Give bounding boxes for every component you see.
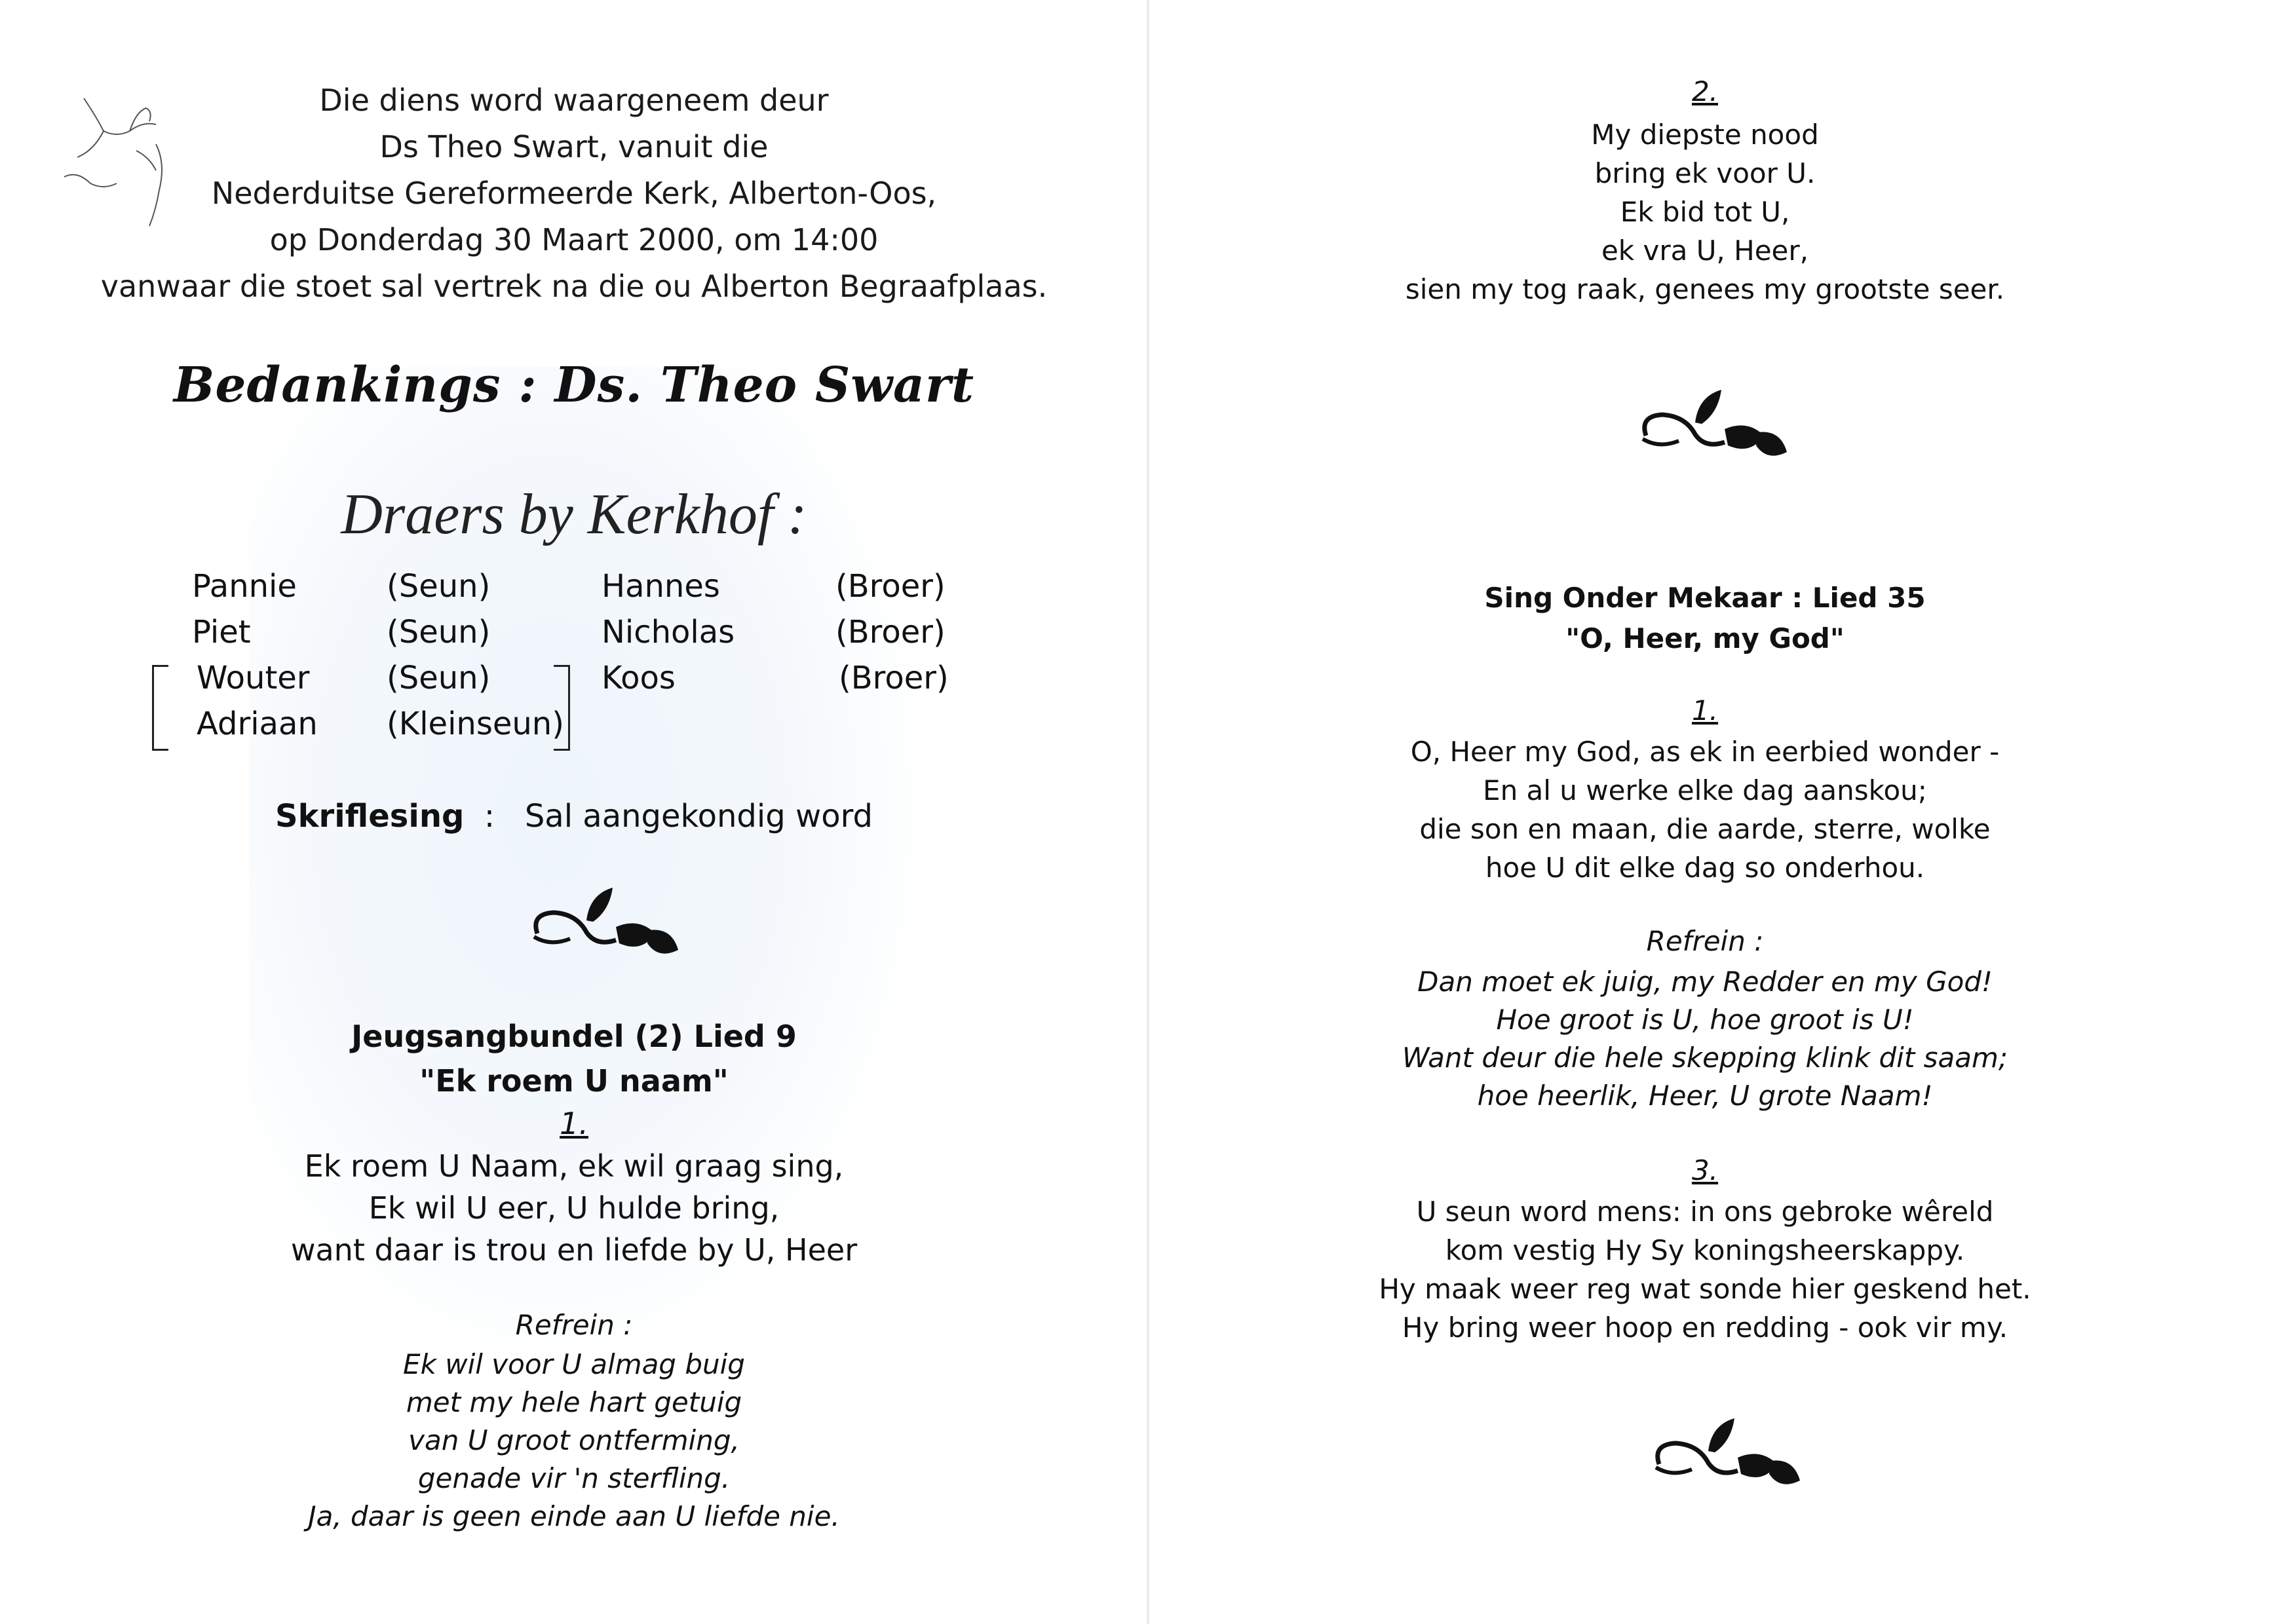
verse-line: O, Heer my God, as ek in eerbied wonder - xyxy=(1410,736,2000,768)
leaf-ornament-icon xyxy=(524,881,681,966)
pallbearer-name: Adriaan xyxy=(197,706,318,742)
refrein-line: Ja, daar is geen einde aan U liefde nie. xyxy=(308,1500,840,1532)
verse-line: die son en maan, die aarde, sterre, wolke xyxy=(1419,813,1991,845)
refrein-title: Refrein : xyxy=(1646,925,1764,957)
pallbearer-name: Pannie xyxy=(192,568,297,605)
info-line: Nederduitse Gereformeerde Kerk, Alberton-Oos, xyxy=(211,176,937,211)
refrein xyxy=(1148,963,2262,1115)
right-page xyxy=(1148,0,2296,1624)
verse-line: En al u werke elke dag aanskou; xyxy=(1483,774,1927,806)
refrein-title: Refrein : xyxy=(515,1309,633,1341)
pallbearer-relation: (Seun) xyxy=(387,614,491,651)
pallbearer-relation: (Broer) xyxy=(835,568,946,605)
refrein-line: van U groot ontferming, xyxy=(408,1424,740,1456)
refrein-line: hoe heerlik, Heer, U grote Naam! xyxy=(1477,1080,1933,1112)
song-book: Sing Onder Mekaar : Lied 35 xyxy=(1484,582,1926,614)
leaf-ornament-icon xyxy=(1633,383,1790,468)
info-line: Die diens word waargeneem deur xyxy=(319,83,829,118)
verse-number: 3. xyxy=(1691,1154,1719,1186)
pallbearer-name: Hannes xyxy=(602,568,720,605)
info-line: op Donderdag 30 Maart 2000, om 14:00 xyxy=(269,222,879,257)
verse-line: Hy maak weer reg wat sonde hier geskend het. xyxy=(1379,1273,2031,1305)
verse-line: kom vestig Hy Sy koningsheerskappy. xyxy=(1445,1234,1965,1266)
skriflesing-value: Sal aangekondig word xyxy=(524,798,873,835)
verse-number: 2. xyxy=(1691,75,1719,107)
verse-line: want daar is trou en liefde by U, Heer xyxy=(290,1232,858,1268)
pallbearer-relation: (Seun) xyxy=(387,660,491,696)
pallbearer-name: Koos xyxy=(602,660,676,696)
pallbearer-name: Wouter xyxy=(197,660,310,696)
verse-line: ek vra U, Heer, xyxy=(1601,235,1809,267)
verse-3 xyxy=(1148,1192,2262,1347)
hymn-title: "Ek roem U naam" xyxy=(419,1063,729,1099)
refrein xyxy=(0,1346,1148,1536)
verse-line: Hy bring weer hoop en redding - ook vir my. xyxy=(1402,1312,2008,1344)
verse-line: hoe U dit elke dag so onderhou. xyxy=(1485,852,1925,884)
left-bracket xyxy=(152,665,168,751)
skriflesing xyxy=(0,798,1148,835)
refrein-line: met my hele hart getuig xyxy=(406,1386,742,1418)
verse-number: 1. xyxy=(560,1106,588,1141)
verse-number: 1. xyxy=(1691,694,1719,727)
pallbearer-relation: (Seun) xyxy=(387,568,491,605)
info-line: Ds Theo Swart, vanuit die xyxy=(379,129,769,164)
refrein-line: Ek wil voor U almag buig xyxy=(403,1348,745,1380)
pallbearer-name: Nicholas xyxy=(602,614,735,651)
leaf-ornament-icon xyxy=(1646,1412,1803,1497)
skriflesing-label: Skriflesing xyxy=(275,798,465,835)
verse-line: Ek wil U eer, U hulde bring, xyxy=(368,1190,780,1226)
pallbearer-relation: (Broer) xyxy=(835,614,946,651)
refrein-line: Hoe groot is U, hoe groot is U! xyxy=(1496,1004,1914,1036)
verse-line: Ek roem U Naam, ek wil graag sing, xyxy=(304,1148,844,1184)
verse-1 xyxy=(1148,732,2262,887)
refrein-line: Want deur die hele skepping klink dit saam; xyxy=(1402,1042,2008,1074)
song-heading xyxy=(1148,578,2262,659)
info-line: vanwaar die stoet sal vertrek na die ou Alberton Begraafplaas. xyxy=(100,269,1048,304)
verse-2 xyxy=(1148,115,2262,309)
verse-line: Ek bid tot U, xyxy=(1620,196,1790,228)
skriflesing-colon: : xyxy=(484,798,495,835)
verse-line: U seun word mens: in ons gebroke wêreld xyxy=(1416,1196,1994,1228)
draers-title: Draers by Kerkhof : xyxy=(341,483,807,546)
refrein-line: Dan moet ek juig, my Redder en my God! xyxy=(1417,966,1993,998)
service-info xyxy=(0,77,1148,310)
hymn-heading xyxy=(0,1014,1148,1103)
verse-line: My diepste nood xyxy=(1591,119,1819,151)
refrein-line: genade vir 'n sterfling. xyxy=(417,1462,731,1494)
verse-line: bring ek voor U. xyxy=(1594,157,1816,189)
song-title: "O, Heer, my God" xyxy=(1565,622,1845,654)
hymn-verse xyxy=(0,1145,1148,1271)
right-bracket xyxy=(554,665,570,751)
verse-line: sien my tog raak, genees my grootste seer. xyxy=(1405,273,2005,305)
pallbearer-relation: (Broer) xyxy=(839,660,949,696)
bedankings-heading: Bedankings : Ds. Theo Swart xyxy=(173,357,975,413)
hymn-book: Jeugsangbundel (2) Lied 9 xyxy=(351,1019,797,1054)
pallbearer-name: Piet xyxy=(192,614,251,651)
pallbearer-relation: (Kleinseun) xyxy=(387,706,564,742)
